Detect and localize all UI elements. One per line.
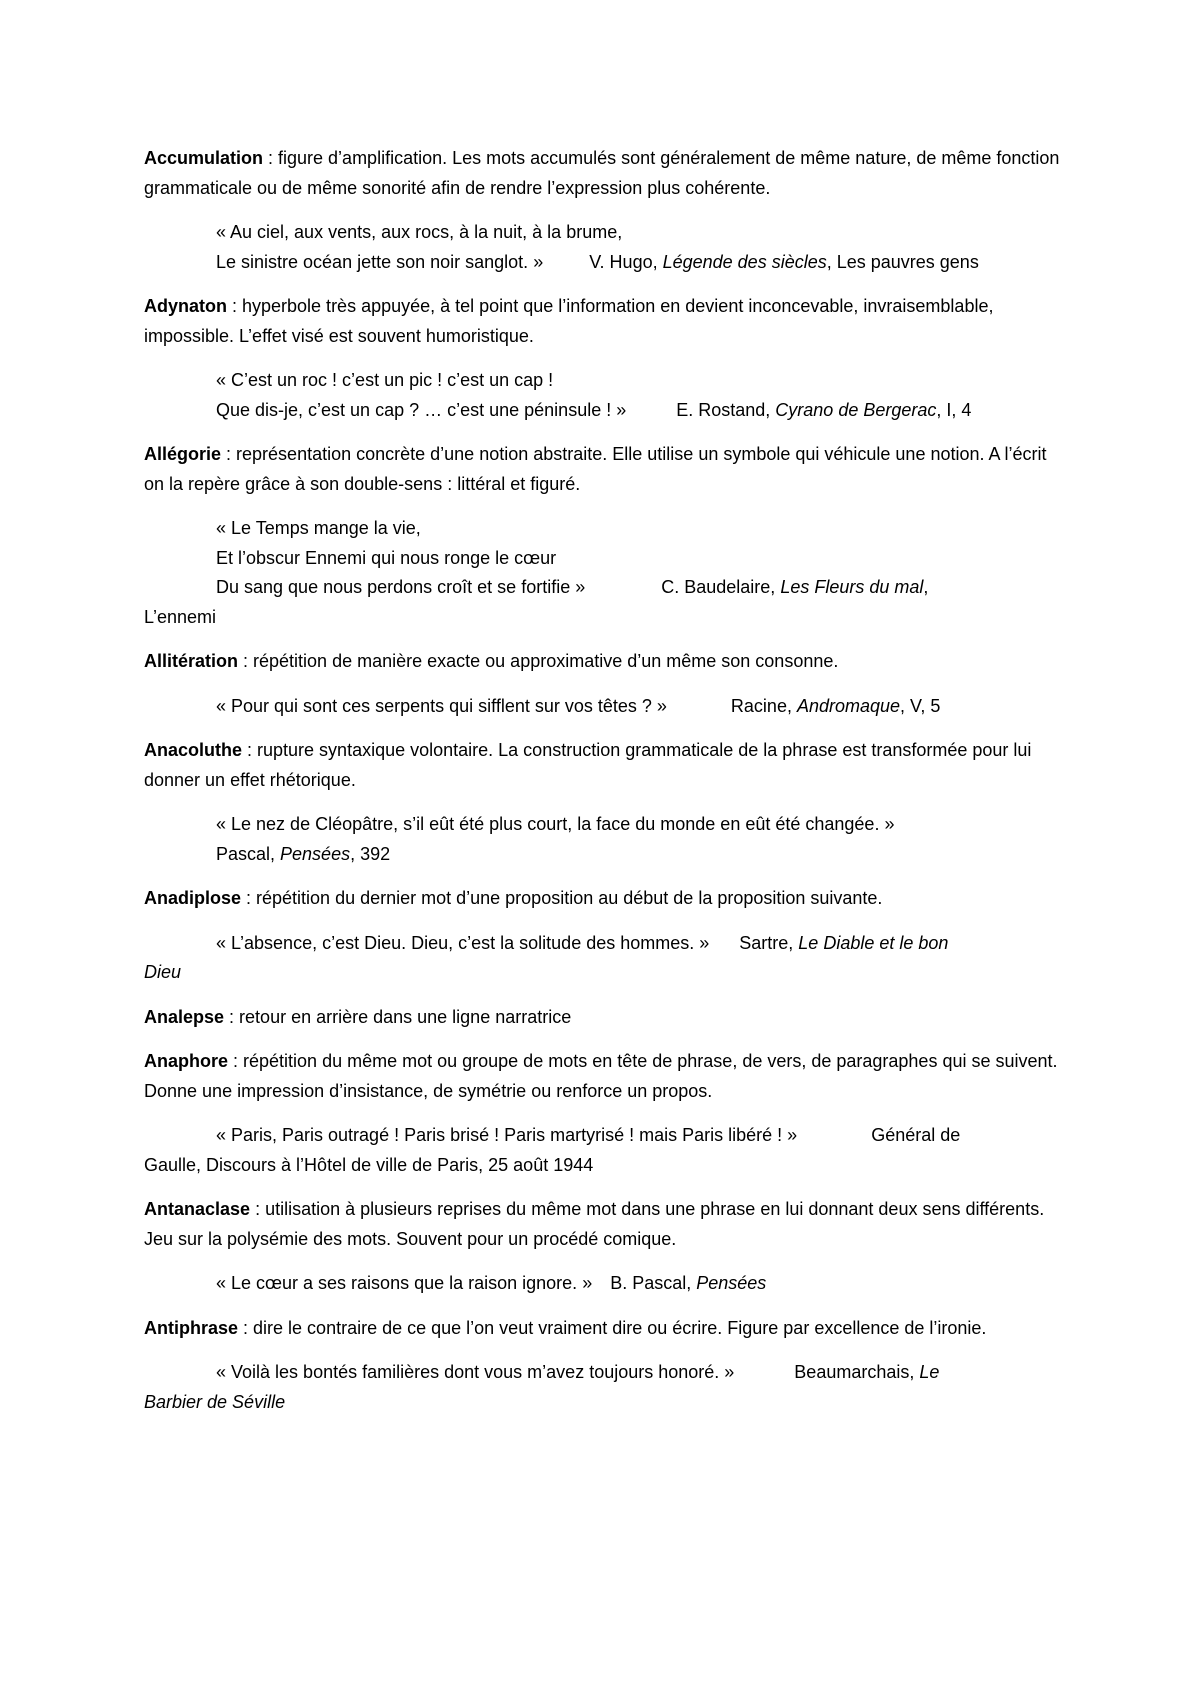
example-line: Du sang que nous perdons croît et se fortifie » (216, 577, 586, 597)
entry-alliteration (144, 647, 1064, 677)
example-line: « Le cœur a ses raisons que la raison ignore. » (216, 1273, 593, 1293)
example (144, 218, 1064, 277)
source-tail: Gaulle, Discours à l’Hôtel de ville de Paris, 25 août 1944 (144, 1154, 594, 1175)
definition (144, 736, 1064, 795)
example-line-with-source (144, 396, 1064, 426)
entry-adynaton (144, 292, 1064, 351)
example (144, 1358, 1064, 1417)
entry-anaphore (144, 1047, 1064, 1106)
example-line-with-source (144, 1358, 1064, 1388)
definition (144, 144, 1064, 203)
definition (144, 1195, 1064, 1254)
example-line-with-source (144, 692, 1064, 722)
source: C. Baudelaire, Les Fleurs du mal, (661, 577, 929, 597)
term: Antanaclase (144, 1199, 251, 1219)
example-line-with-source (144, 929, 1064, 959)
entry-anacoluthe (144, 736, 1064, 795)
example-line: Et l’obscur Ennemi qui nous ronge le cœur (216, 547, 557, 568)
definition-text: : représentation concrète d’une notion abstraite. Elle utilise un symbole qui véhicule une notion. A l’écrit on la repère grâce à son double-sens : littéral et figuré. (144, 444, 1047, 494)
definition (144, 1003, 1064, 1033)
term: Analepse (144, 1006, 225, 1027)
example-line: « L’absence, c’est Dieu. Dieu, c’est la solitude des hommes. » (216, 932, 710, 953)
definition-text: : rupture syntaxique volontaire. La construction grammaticale de la phrase est transformée pour lui donner un effet rhétorique. (144, 740, 1032, 790)
example-line-with-source (144, 1269, 1064, 1299)
example (144, 929, 1064, 988)
source: Général de (871, 1125, 961, 1145)
example-line-with-source (144, 573, 1064, 603)
definition-text: : figure d’amplification. Les mots accumulés sont généralement de même nature, de même fonction grammaticale ou de même sonorité afin de rendre l’expression plus cohérente. (144, 148, 1060, 198)
example-line-with-source (144, 1121, 1064, 1151)
definition-text: : répétition du même mot ou groupe de mots en tête de phrase, de vers, de paragraphes qui se suivent. Donne une impression d’insistance, de symétrie ou renforce un propos. (144, 1051, 1058, 1101)
term: Anacoluthe (144, 740, 243, 760)
definition-text: : hyperbole très appuyée, à tel point que l’information en devient inconcevable, invraisemblable, impossible. L’effet visé est souvent humoristique. (144, 296, 994, 346)
source: Racine, Andromaque, V, 5 (730, 695, 941, 716)
term: Adynaton (144, 296, 227, 316)
definition-text: : répétition du dernier mot d’une proposition au début de la proposition suivante. (241, 888, 883, 908)
example-line: « C’est un roc ! c’est un pic ! c’est un cap ! (216, 370, 554, 390)
definition-text: : répétition de manière exacte ou approximative d’un même son consonne. (238, 651, 839, 671)
source-tail: Dieu (144, 962, 182, 982)
source: Pascal, Pensées, 392 (216, 843, 391, 864)
term: Allitération (144, 651, 239, 671)
example-line: « Le nez de Cléopâtre, s’il eût été plus court, la face du monde en eût été changée. » (216, 814, 895, 834)
term: Antiphrase (144, 1317, 239, 1338)
example-line: « Le Temps mange la vie, (216, 518, 421, 538)
source: V. Hugo, Légende des siècles, Les pauvres gens (589, 251, 979, 272)
source-tail: Barbier de Séville (144, 1391, 286, 1412)
entry-allegorie (144, 440, 1064, 499)
source: Beaumarchais, Le (794, 1362, 940, 1382)
source: B. Pascal, Pensées (610, 1273, 767, 1293)
example-line: Que dis-je, c’est un cap ? … c’est une péninsule ! » (216, 399, 627, 420)
source: E. Rostand, Cyrano de Bergerac, I, 4 (676, 399, 972, 420)
example-line: « Paris, Paris outragé ! Paris brisé ! Paris martyrisé ! mais Paris libéré ! » (216, 1125, 798, 1145)
definition-text: : dire le contraire de ce que l’on veut vraiment dire ou écrire. Figure par excellence de l’ironie. (238, 1317, 987, 1338)
definition (144, 1314, 1064, 1344)
definition-text: : utilisation à plusieurs reprises du même mot dans une phrase en lui donnant deux sens différents. Jeu sur la polysémie des mots. Souvent pour un procédé comique. (144, 1199, 1045, 1249)
source: Sartre, Le Diable et le bon (739, 932, 949, 953)
document-page (144, 144, 1064, 1432)
definition (144, 292, 1064, 351)
example (144, 1269, 1064, 1299)
example (144, 366, 1064, 425)
example (144, 1121, 1064, 1180)
example (144, 692, 1064, 722)
entry-accumulation (144, 144, 1064, 203)
definition (144, 647, 1064, 677)
example-line: Le sinistre océan jette son noir sanglot. » (216, 251, 544, 272)
entry-anadiplose (144, 884, 1064, 914)
definition (144, 440, 1064, 499)
example (144, 514, 1064, 632)
entry-antanaclase (144, 1195, 1064, 1254)
example-line: « Voilà les bontés familières dont vous m’avez toujours honoré. » (216, 1362, 735, 1382)
term: Accumulation (144, 148, 264, 168)
term: Allégorie (144, 444, 222, 464)
entry-antiphrase (144, 1314, 1064, 1344)
definition (144, 884, 1064, 914)
example-line: « Au ciel, aux vents, aux rocs, à la nuit, à la brume, (216, 222, 623, 242)
example-line: « Pour qui sont ces serpents qui sifflent sur vos têtes ? » (216, 695, 667, 716)
definition (144, 1047, 1064, 1106)
source-tail: L’ennemi (144, 606, 217, 627)
term: Anaphore (144, 1051, 229, 1071)
entry-analepse (144, 1003, 1064, 1033)
term: Anadiplose (144, 888, 242, 908)
example-line-with-source (144, 248, 1064, 278)
definition-text: : retour en arrière dans une ligne narratrice (224, 1006, 572, 1027)
example (144, 810, 1064, 869)
